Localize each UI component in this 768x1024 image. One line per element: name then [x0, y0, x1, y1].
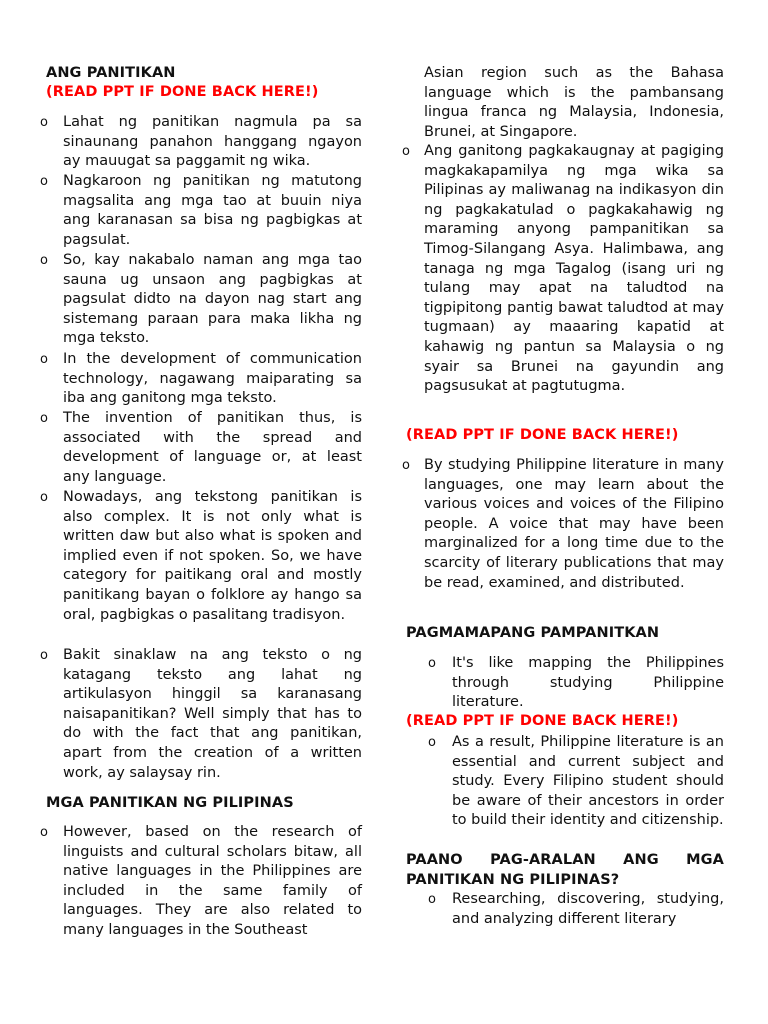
list-item-text: However, based on the research of linguists and cultural scholars bitaw, all native languages in the Philippines are included in the same family of languages. They are also related to many languages in the Southeast [63, 824, 362, 938]
list-item-text: Ang ganitong pagkakaugnay at pagiging magkakapamilya ng mga wika sa Pilipinas ay maliwanag na indikasyon din ng pagkakatulad o pagkakahawig ng maraming anyong pampanitikan sa Timog-Silangang Asya. Halimbawa, ang tanaga ng mga Tagalog (isang uri ng tulang may apat na taludtod na tigpipitong pantig bawat taludtod at may tugmaan) ay maaaring kapatid at kahawig ng pantun sa Malaysia o ng syair sa Brunei na gayundin ang pagsusukat at pagtutugma. [424, 143, 724, 395]
heading-ang-panitikan: ANG PANITIKAN [46, 65, 176, 81]
list-item-text: Bakit sinaklaw na ang teksto o ng katagang teksto ang lahat ng artikulasyon hinggil sa karanasang naisapanitikan? Well simply that has to do with the fact that ang panitikan, apart from the creation of a written work, ay salaysay rin. [63, 647, 362, 781]
heading-paano-pag-aralan: PAANO PAG-ARALAN ANG MGA PANITIKAN NG PILIPINAS? [406, 852, 724, 888]
list-item [402, 142, 724, 397]
list-item [40, 113, 362, 172]
list-item [40, 823, 362, 941]
list-item [40, 251, 362, 349]
list-item [428, 890, 724, 929]
read-ppt-note: (READ PPT IF DONE BACK HERE!) [46, 84, 319, 100]
bullet-marker: o [40, 174, 48, 189]
list-item-text: By studying Philippine literature in many languages, one may learn about the various voices and voices of the Filipino people. A voice that may have been marginalized for a long time due to the scarcity of literary publications that may be read, examined, and distributed. [424, 457, 724, 591]
list-item-text: The invention of panitikan thus, is associated with the spread and development of language or, at least any language. [63, 410, 362, 485]
list-item-text: Lahat ng panitikan nagmula pa sa sinaunang panahon hanggang ngayon ay mauugat sa paggamit ng wika. [63, 114, 362, 170]
list-item-text: Nagkaroon ng panitikan ng matutong magsalita ang mga tao at buuin niya ang karanasan sa bisa ng pagbigkas at pagsulat. [63, 173, 362, 248]
bullet-marker: o [402, 458, 410, 473]
list-item-text: It's like mapping the Philippines through studying Philippine literature. [452, 655, 724, 711]
list-item-text: Nowadays, ang tekstong panitikan is also complex. It is not only what is written daw but also what is spoken and implied even if not spoken. So, we have category for paitikang oral and mostly panitikang bayan o folklore ay hango sa oral, pagbigkas o pasalitang tradisyon. [63, 489, 362, 623]
bullet-marker: o [40, 648, 48, 663]
list-item [428, 654, 724, 713]
bullet-marker: o [40, 825, 48, 840]
list-item [40, 409, 362, 487]
list-item [428, 733, 724, 831]
bullet-marker: o [40, 490, 48, 505]
bullet-marker: o [428, 735, 436, 750]
list-item [40, 172, 362, 250]
bullet-marker: o [428, 656, 436, 671]
bullet-marker: o [428, 892, 436, 907]
continued-paragraph: Asian region such as the Bahasa language which is the pambansang lingua franca ng Malaysia, Indonesia, Brunei, at Singapore. [424, 65, 724, 140]
list-item-text: Researching, discovering, studying, and analyzing different literary [452, 891, 724, 927]
bullet-marker: o [402, 144, 410, 159]
heading-mga-panitikan: MGA PANITIKAN NG PILIPINAS [46, 795, 294, 811]
list-item [40, 488, 362, 625]
bullet-marker: o [40, 115, 48, 130]
list-item [402, 456, 724, 593]
bullet-marker: o [40, 253, 48, 268]
list-item-text: In the development of communication technology, nagawang maiparating sa iba ang ganitong mga teksto. [63, 351, 362, 407]
list-item-text: So, kay nakabalo naman ang mga tao sauna ug unsaon ang pagbigkas at pagsulat didto na dayon nag start ang sistemang paraan para maka likha ng mga teksto. [63, 252, 362, 347]
list-item-text: As a result, Philippine literature is an essential and current subject and study. Every Filipino student should be aware of their ancestors in order to build their identity and citizenship. [452, 734, 724, 829]
list-item [40, 350, 362, 409]
heading-pagmamapang: PAGMAMAPANG PAMPANITKAN [406, 625, 660, 641]
bullet-marker: o [40, 411, 48, 426]
list-item [40, 646, 362, 783]
bullet-marker: o [40, 352, 48, 367]
read-ppt-note: (READ PPT IF DONE BACK HERE!) [406, 427, 679, 443]
read-ppt-note: (READ PPT IF DONE BACK HERE!) [406, 713, 679, 729]
